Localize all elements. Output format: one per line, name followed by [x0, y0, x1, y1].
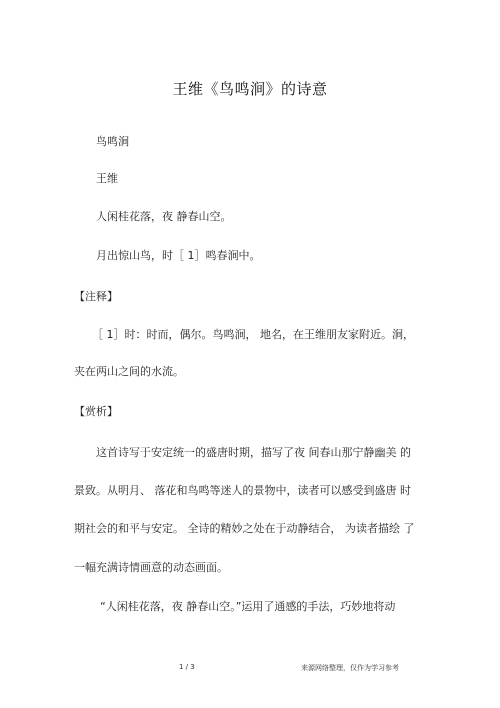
notes-heading: 【注释】 — [74, 290, 118, 303]
poem-verse-2: 月出惊山鸟，时［ 1］鸣春涧中。 — [96, 249, 261, 262]
analysis-line-4: 一幅充满诗情画意的动态画面。 — [74, 561, 228, 574]
page-title: 王维《鸟鸣涧》的诗意 — [172, 80, 328, 98]
analysis-line-5: “人闲桂花落，夜 静春山空。”运用了通感的手法，巧妙地将动 — [100, 600, 396, 613]
poem-title: 鸟鸣涧 — [96, 135, 129, 148]
analysis-line-1: 这首诗写于安定统一的盛唐时期，描写了夜 间春山那宁静幽美 的 — [96, 446, 411, 459]
analysis-heading: 【赏析】 — [74, 405, 118, 418]
analysis-line-2: 景致。从明月、 落花和鸟鸣等迷人的景物中，读者可以感受到盛唐 时 — [74, 484, 411, 497]
page-number: 1 / 3 — [179, 663, 195, 671]
notes-line-1: ［ 1］时：时而，偶尔。鸟鸣涧， 地名，在王维朋友家附近。涧， — [92, 328, 414, 341]
source-note: 来源网络整理，仅作为学习参考 — [301, 664, 399, 672]
notes-line-2: 夹在两山之间的水流。 — [74, 365, 184, 378]
poem-verse-1: 人闲桂花落，夜 静春山空。 — [96, 210, 232, 223]
analysis-line-3: 期社会的和平与安定。 全诗的精妙之处在于动静结合， 为读者描绘 了 — [74, 522, 415, 535]
poem-author: 王维 — [96, 172, 118, 185]
